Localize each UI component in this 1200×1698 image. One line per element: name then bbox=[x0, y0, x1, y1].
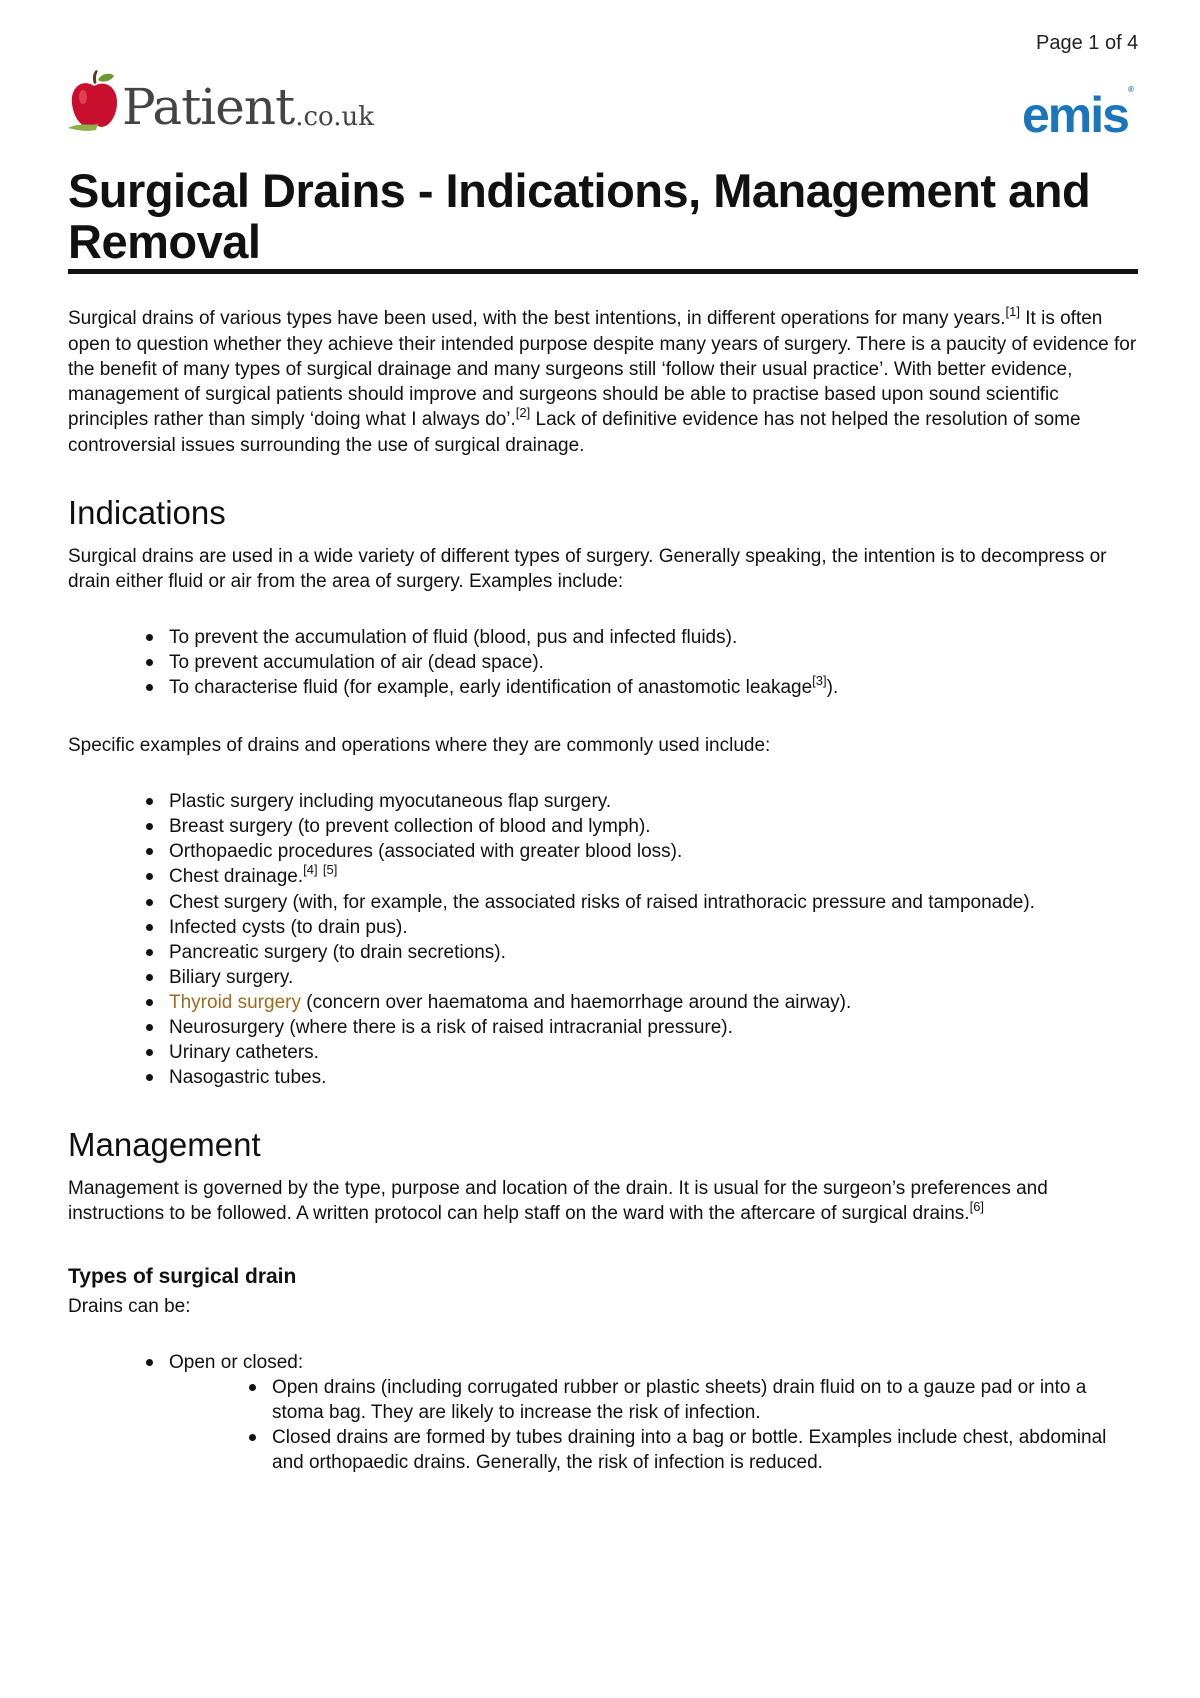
list-item: Biliary surgery. bbox=[169, 965, 1138, 990]
list-item-text: (concern over haematoma and haemorrhage around the airway). bbox=[301, 992, 852, 1013]
list-item: Breast surgery (to prevent collection of blood and lymph). bbox=[169, 814, 1138, 839]
emis-logo[interactable] bbox=[1022, 86, 1132, 144]
reference-link[interactable]: [6] bbox=[969, 1199, 985, 1214]
reference-link[interactable]: [1] bbox=[1005, 304, 1020, 319]
intro-text: It is often open to question whether they achieve their intended purpose despite many years of surgery. There is a paucity of evidence for the benefit of many types of surgical drainage and many surgeons still ‘follow their usual practice’. With better evidence, management of surgical patients should improve and surgeons should be able to practise based upon sound scientific principles rather than simply ‘doing what I always do’. bbox=[68, 308, 1137, 430]
drains-can-be-text: Drains can be: bbox=[68, 1296, 191, 1317]
section-heading-indications: Indications bbox=[68, 494, 226, 531]
emis-wordmark: emis bbox=[1022, 87, 1128, 143]
patient-domain: .co.uk bbox=[295, 102, 374, 132]
subheading-types-of-drain: Types of surgical drain bbox=[68, 1265, 297, 1288]
article bbox=[68, 165, 1138, 1475]
list-item: Closed drains are formed by tubes draining into a bag or bottle. Examples include chest, abdominal and orthopaedic drains. Generally, the risk of infection is reduced. bbox=[272, 1425, 1138, 1475]
examples-list bbox=[169, 789, 1138, 1090]
list-item-text: To characterise fluid (for example, early identification of anastomotic leakage bbox=[169, 677, 813, 698]
list-item: To prevent the accumulation of fluid (blood, pus and infected fluids). bbox=[169, 625, 1138, 650]
patient-logo[interactable] bbox=[68, 70, 374, 136]
page-number: Page 1 of 4 bbox=[1036, 32, 1139, 54]
intro-text: Lack of definitive evidence has not helped the resolution of some controversial issues surrounding the use of surgical drainage. bbox=[68, 409, 1081, 456]
list-item-text: ). bbox=[826, 677, 839, 698]
list-item: Pancreatic surgery (to drain secretions). bbox=[169, 940, 1138, 965]
patient-wordmark: Patient bbox=[122, 78, 295, 136]
list-item bbox=[169, 1350, 1138, 1475]
emis-registered-mark: ® bbox=[1127, 85, 1132, 95]
list-item: Infected cysts (to drain pus). bbox=[169, 915, 1138, 940]
list-item bbox=[169, 675, 1138, 701]
list-item: Open drains (including corrugated rubber or plastic sheets) drain fluid on to a gauze pad or into a stoma bag. They are likely to increase the risk of infection. bbox=[272, 1375, 1138, 1425]
open-closed-sublist bbox=[272, 1375, 1138, 1475]
indications-paragraph: Surgical drains are used in a wide variety of different types of surgery. Generally speaking, the intention is to decompress or drain either fluid or air from the area of surgery. Examples include: bbox=[68, 546, 1107, 592]
section-heading-management: Management bbox=[68, 1126, 261, 1163]
thyroid-surgery-link[interactable]: Thyroid surgery bbox=[169, 992, 301, 1013]
list-item: To prevent accumulation of air (dead space). bbox=[169, 650, 1138, 675]
apple-icon bbox=[68, 70, 120, 132]
list-item bbox=[169, 990, 1138, 1015]
list-item bbox=[169, 864, 1138, 890]
management-text: Management is governed by the type, purpose and location of the drain. It is usual for the surgeon’s preferences and instructions to be followed. A written protocol can help staff on the ward with the aftercare of surgical drains. bbox=[68, 1178, 1048, 1224]
reference-link[interactable]: [4] bbox=[303, 862, 318, 877]
list-item-text: Open or closed: bbox=[169, 1352, 304, 1373]
list-item: Chest surgery (with, for example, the associated risks of raised intrathoracic pressure and tamponade). bbox=[169, 890, 1138, 915]
specific-examples-paragraph: Specific examples of drains and operations where they are commonly used include: bbox=[68, 735, 771, 756]
intro-paragraph bbox=[68, 306, 1138, 458]
reference-link[interactable]: [2] bbox=[515, 405, 531, 420]
list-item: Orthopaedic procedures (associated with greater blood loss). bbox=[169, 839, 1138, 864]
intro-text: Surgical drains of various types have been used, with the best intentions, in different operations for many years. bbox=[68, 308, 1006, 329]
indications-list bbox=[169, 625, 1138, 701]
reference-link[interactable]: [3] bbox=[812, 673, 827, 688]
management-paragraph bbox=[68, 1176, 1138, 1227]
list-item: Neurosurgery (where there is a risk of raised intracranial pressure). bbox=[169, 1015, 1138, 1040]
list-item: Nasogastric tubes. bbox=[169, 1065, 1138, 1090]
list-item-text: Chest drainage. bbox=[169, 866, 304, 887]
reference-link[interactable]: [5] bbox=[322, 862, 338, 877]
list-item: Plastic surgery including myocutaneous flap surgery. bbox=[169, 789, 1138, 814]
page-title: Surgical Drains - Indications, Management and Removal bbox=[68, 165, 1138, 274]
list-item: Urinary catheters. bbox=[169, 1040, 1138, 1065]
drain-types-list bbox=[169, 1350, 1138, 1475]
